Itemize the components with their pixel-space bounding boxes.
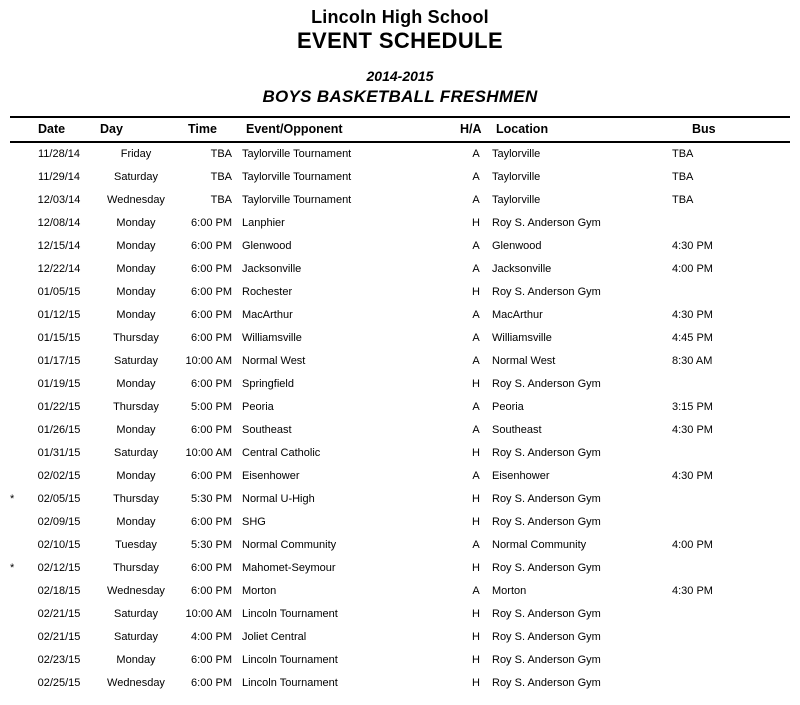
column-header-day: Day bbox=[92, 118, 180, 142]
row-location: Roy S. Anderson Gym bbox=[492, 217, 601, 229]
row-home-away: H bbox=[472, 286, 480, 298]
table-row bbox=[10, 142, 790, 166]
row-home-away: A bbox=[472, 332, 480, 344]
row-home-away: A bbox=[472, 401, 480, 413]
row-asterisk bbox=[10, 258, 26, 281]
row-date: 01/26/15 bbox=[37, 424, 81, 436]
row-time: 6:00 PM bbox=[191, 677, 232, 689]
column-header-ha: H/A bbox=[460, 118, 492, 142]
row-home-away: A bbox=[472, 470, 480, 482]
row-bus: 4:30 PM bbox=[672, 585, 713, 597]
row-date: 02/25/15 bbox=[37, 677, 81, 689]
row-time: 5:30 PM bbox=[191, 493, 232, 505]
row-home-away: A bbox=[472, 355, 480, 367]
row-date: 02/18/15 bbox=[37, 585, 81, 597]
row-home-away: A bbox=[472, 585, 480, 597]
row-location: Roy S. Anderson Gym bbox=[492, 631, 601, 643]
row-bus: 4:45 PM bbox=[672, 332, 713, 344]
table-row bbox=[10, 580, 790, 603]
row-location: Taylorville bbox=[492, 148, 541, 160]
row-asterisk bbox=[10, 212, 26, 235]
row-opponent: Springfield bbox=[242, 378, 294, 390]
table-row bbox=[10, 603, 790, 626]
row-location: Roy S. Anderson Gym bbox=[492, 378, 601, 390]
row-location: Roy S. Anderson Gym bbox=[492, 608, 601, 620]
row-bus: 3:15 PM bbox=[672, 401, 713, 413]
row-bus: 4:30 PM bbox=[672, 309, 713, 321]
row-asterisk bbox=[10, 672, 26, 695]
row-date: 02/23/15 bbox=[37, 654, 81, 666]
row-opponent: Eisenhower bbox=[242, 470, 300, 482]
row-home-away: H bbox=[472, 493, 480, 505]
table-row bbox=[10, 212, 790, 235]
row-opponent: Morton bbox=[242, 585, 277, 597]
row-time: 6:00 PM bbox=[191, 217, 232, 229]
row-day: Tuesday bbox=[115, 539, 157, 551]
row-home-away: A bbox=[472, 194, 480, 206]
row-home-away: H bbox=[472, 217, 480, 229]
table-row bbox=[10, 396, 790, 419]
row-location: Jacksonville bbox=[492, 263, 552, 275]
table-row bbox=[10, 258, 790, 281]
table-row bbox=[10, 557, 790, 580]
column-header-time: Time bbox=[180, 118, 242, 142]
row-day: Thursday bbox=[113, 401, 159, 413]
row-home-away: A bbox=[472, 263, 480, 275]
row-home-away: H bbox=[472, 378, 480, 390]
row-asterisk bbox=[10, 442, 26, 465]
row-date: 01/22/15 bbox=[37, 401, 81, 413]
sport-label: BOYS BASKETBALL FRESHMEN bbox=[262, 87, 538, 106]
page-title: EVENT SCHEDULE bbox=[296, 28, 504, 53]
row-date: 01/12/15 bbox=[37, 309, 81, 321]
row-asterisk bbox=[10, 419, 26, 442]
row-time: 5:30 PM bbox=[191, 539, 232, 551]
row-opponent: Williamsville bbox=[242, 332, 302, 344]
row-location: Normal West bbox=[492, 355, 556, 367]
row-location: Roy S. Anderson Gym bbox=[492, 562, 601, 574]
row-bus bbox=[672, 626, 790, 649]
row-opponent: Mahomet-Seymour bbox=[242, 562, 336, 574]
row-day: Monday bbox=[116, 309, 156, 321]
table-row bbox=[10, 189, 790, 212]
row-time: 6:00 PM bbox=[191, 332, 232, 344]
row-location: Roy S. Anderson Gym bbox=[492, 516, 601, 528]
row-date: 02/21/15 bbox=[37, 608, 81, 620]
row-location: Roy S. Anderson Gym bbox=[492, 493, 601, 505]
row-location: Taylorville bbox=[492, 194, 541, 206]
row-asterisk bbox=[10, 281, 26, 304]
column-header-opponent: Event/Opponent bbox=[242, 118, 460, 142]
row-asterisk bbox=[10, 603, 26, 626]
row-opponent: Taylorville Tournament bbox=[242, 171, 352, 183]
row-bus: 8:30 AM bbox=[672, 355, 713, 367]
row-opponent: SHG bbox=[242, 516, 266, 528]
table-row bbox=[10, 465, 790, 488]
row-day: Thursday bbox=[113, 493, 159, 505]
row-day: Monday bbox=[116, 470, 156, 482]
row-location: Eisenhower bbox=[492, 470, 550, 482]
row-bus bbox=[672, 488, 790, 511]
row-date: 12/03/14 bbox=[37, 194, 81, 206]
table-row bbox=[10, 488, 790, 511]
row-opponent: Lincoln Tournament bbox=[242, 654, 338, 666]
row-opponent: Normal U-High bbox=[242, 493, 315, 505]
row-day: Monday bbox=[116, 378, 156, 390]
column-header-date: Date bbox=[26, 118, 92, 142]
row-asterisk bbox=[10, 189, 26, 212]
table-row bbox=[10, 350, 790, 373]
row-opponent: Normal Community bbox=[242, 539, 337, 551]
row-home-away: A bbox=[472, 309, 480, 321]
row-time: TBA bbox=[210, 148, 232, 160]
row-opponent: Lincoln Tournament bbox=[242, 608, 338, 620]
row-home-away: H bbox=[472, 608, 480, 620]
row-location: Peoria bbox=[492, 401, 524, 413]
table-row bbox=[10, 534, 790, 557]
row-time: 10:00 AM bbox=[185, 355, 232, 367]
row-asterisk: * bbox=[10, 562, 15, 574]
row-location: Glenwood bbox=[492, 240, 542, 252]
row-date: 12/22/14 bbox=[37, 263, 81, 275]
row-asterisk bbox=[10, 534, 26, 557]
row-location: Normal Community bbox=[492, 539, 587, 551]
row-asterisk bbox=[10, 350, 26, 373]
row-location: Roy S. Anderson Gym bbox=[492, 654, 601, 666]
row-home-away: A bbox=[472, 424, 480, 436]
row-day: Monday bbox=[116, 263, 156, 275]
row-bus: 4:30 PM bbox=[672, 470, 713, 482]
row-date: 02/09/15 bbox=[37, 516, 81, 528]
row-day: Monday bbox=[116, 240, 156, 252]
row-location: Roy S. Anderson Gym bbox=[492, 447, 601, 459]
row-time: 6:00 PM bbox=[191, 470, 232, 482]
table-body bbox=[10, 142, 790, 695]
row-asterisk bbox=[10, 373, 26, 396]
row-bus: TBA bbox=[672, 194, 694, 206]
row-asterisk bbox=[10, 465, 26, 488]
table-row bbox=[10, 672, 790, 695]
row-asterisk bbox=[10, 235, 26, 258]
row-asterisk bbox=[10, 166, 26, 189]
row-date: 02/12/15 bbox=[37, 562, 81, 574]
row-time: TBA bbox=[210, 171, 232, 183]
row-location: Williamsville bbox=[492, 332, 552, 344]
column-header-location: Location bbox=[492, 118, 672, 142]
row-opponent: Jacksonville bbox=[242, 263, 302, 275]
row-asterisk bbox=[10, 304, 26, 327]
table-row bbox=[10, 442, 790, 465]
row-day: Monday bbox=[116, 516, 156, 528]
row-asterisk bbox=[10, 511, 26, 534]
row-opponent: Glenwood bbox=[242, 240, 292, 252]
table-row bbox=[10, 626, 790, 649]
row-day: Wednesday bbox=[107, 194, 165, 206]
table-row bbox=[10, 235, 790, 258]
row-day: Thursday bbox=[113, 332, 159, 344]
row-day: Wednesday bbox=[107, 585, 165, 597]
row-bus: 4:30 PM bbox=[672, 424, 713, 436]
row-time: 10:00 AM bbox=[185, 608, 232, 620]
table-row bbox=[10, 166, 790, 189]
row-home-away: A bbox=[472, 240, 480, 252]
row-opponent: MacArthur bbox=[242, 309, 293, 321]
row-asterisk bbox=[10, 649, 26, 672]
row-time: 6:00 PM bbox=[191, 424, 232, 436]
document-header bbox=[0, 0, 800, 108]
row-day: Monday bbox=[116, 217, 156, 229]
row-time: TBA bbox=[210, 194, 232, 206]
table-header-row bbox=[10, 118, 790, 142]
row-bus bbox=[672, 442, 790, 465]
row-bus: 4:00 PM bbox=[672, 539, 713, 551]
row-time: 6:00 PM bbox=[191, 240, 232, 252]
row-date: 01/15/15 bbox=[37, 332, 81, 344]
row-location: Morton bbox=[492, 585, 527, 597]
row-bus bbox=[672, 373, 790, 396]
row-date: 11/28/14 bbox=[37, 148, 80, 160]
row-bus bbox=[672, 649, 790, 672]
row-day: Wednesday bbox=[107, 677, 165, 689]
table-row bbox=[10, 649, 790, 672]
row-opponent: Taylorville Tournament bbox=[242, 148, 352, 160]
row-opponent: Taylorville Tournament bbox=[242, 194, 352, 206]
row-day: Thursday bbox=[113, 562, 159, 574]
row-home-away: A bbox=[472, 539, 480, 551]
school-name: Lincoln High School bbox=[311, 7, 489, 27]
row-bus bbox=[672, 672, 790, 695]
row-location: Roy S. Anderson Gym bbox=[492, 677, 601, 689]
schedule-table bbox=[10, 118, 790, 695]
row-asterisk bbox=[10, 327, 26, 350]
row-home-away: A bbox=[472, 148, 480, 160]
row-bus: 4:30 PM bbox=[672, 240, 713, 252]
row-bus: 4:00 PM bbox=[672, 263, 713, 275]
row-location: Southeast bbox=[492, 424, 542, 436]
row-time: 4:00 PM bbox=[191, 631, 232, 643]
row-location: Roy S. Anderson Gym bbox=[492, 286, 601, 298]
row-date: 02/02/15 bbox=[37, 470, 81, 482]
column-header-bus: Bus bbox=[672, 118, 790, 142]
row-home-away: H bbox=[472, 562, 480, 574]
row-date: 12/08/14 bbox=[37, 217, 81, 229]
table-row bbox=[10, 281, 790, 304]
row-bus bbox=[672, 281, 790, 304]
row-date: 02/21/15 bbox=[37, 631, 81, 643]
row-opponent: Normal West bbox=[242, 355, 306, 367]
table-row bbox=[10, 511, 790, 534]
row-home-away: H bbox=[472, 516, 480, 528]
row-time: 6:00 PM bbox=[191, 378, 232, 390]
table-row bbox=[10, 373, 790, 396]
row-opponent: Lanphier bbox=[242, 217, 285, 229]
row-date: 02/10/15 bbox=[37, 539, 81, 551]
row-asterisk bbox=[10, 626, 26, 649]
table-row bbox=[10, 419, 790, 442]
row-bus: TBA bbox=[672, 148, 694, 160]
row-asterisk bbox=[10, 142, 26, 166]
row-day: Saturday bbox=[113, 171, 159, 183]
row-bus bbox=[672, 511, 790, 534]
row-location: Taylorville bbox=[492, 171, 541, 183]
row-time: 10:00 AM bbox=[185, 447, 232, 459]
table-row bbox=[10, 327, 790, 350]
row-day: Monday bbox=[116, 424, 156, 436]
row-date: 01/31/15 bbox=[37, 447, 81, 459]
column-header-star bbox=[10, 118, 26, 142]
row-opponent: Southeast bbox=[242, 424, 292, 436]
row-time: 6:00 PM bbox=[191, 585, 232, 597]
row-date: 02/05/15 bbox=[37, 493, 81, 505]
row-bus bbox=[672, 212, 790, 235]
row-day: Friday bbox=[120, 148, 152, 160]
table-head bbox=[10, 118, 790, 142]
row-time: 6:00 PM bbox=[191, 654, 232, 666]
row-home-away: H bbox=[472, 677, 480, 689]
row-day: Monday bbox=[116, 286, 156, 298]
row-time: 5:00 PM bbox=[191, 401, 232, 413]
row-time: 6:00 PM bbox=[191, 286, 232, 298]
row-opponent: Peoria bbox=[242, 401, 274, 413]
season-label: 2014-2015 bbox=[366, 68, 434, 84]
row-date: 01/19/15 bbox=[37, 378, 81, 390]
row-day: Monday bbox=[116, 654, 156, 666]
row-home-away: H bbox=[472, 447, 480, 459]
row-opponent: Rochester bbox=[242, 286, 293, 298]
row-date: 01/05/15 bbox=[37, 286, 81, 298]
row-bus bbox=[672, 557, 790, 580]
row-bus bbox=[672, 603, 790, 626]
row-time: 6:00 PM bbox=[191, 309, 232, 321]
row-date: 11/29/14 bbox=[37, 171, 80, 183]
row-home-away: H bbox=[472, 631, 480, 643]
row-date: 01/17/15 bbox=[37, 355, 81, 367]
row-opponent: Central Catholic bbox=[242, 447, 321, 459]
row-asterisk bbox=[10, 396, 26, 419]
row-time: 6:00 PM bbox=[191, 562, 232, 574]
row-day: Saturday bbox=[113, 447, 159, 459]
row-location: MacArthur bbox=[492, 309, 543, 321]
row-time: 6:00 PM bbox=[191, 516, 232, 528]
row-home-away: H bbox=[472, 654, 480, 666]
row-day: Saturday bbox=[113, 631, 159, 643]
row-bus: TBA bbox=[672, 171, 694, 183]
row-day: Saturday bbox=[113, 355, 159, 367]
table-row bbox=[10, 304, 790, 327]
row-date: 12/15/14 bbox=[37, 240, 81, 252]
row-asterisk bbox=[10, 580, 26, 603]
row-day: Saturday bbox=[113, 608, 159, 620]
row-opponent: Joliet Central bbox=[242, 631, 307, 643]
row-time: 6:00 PM bbox=[191, 263, 232, 275]
row-asterisk: * bbox=[10, 493, 15, 505]
row-opponent: Lincoln Tournament bbox=[242, 677, 338, 689]
row-home-away: A bbox=[472, 171, 480, 183]
